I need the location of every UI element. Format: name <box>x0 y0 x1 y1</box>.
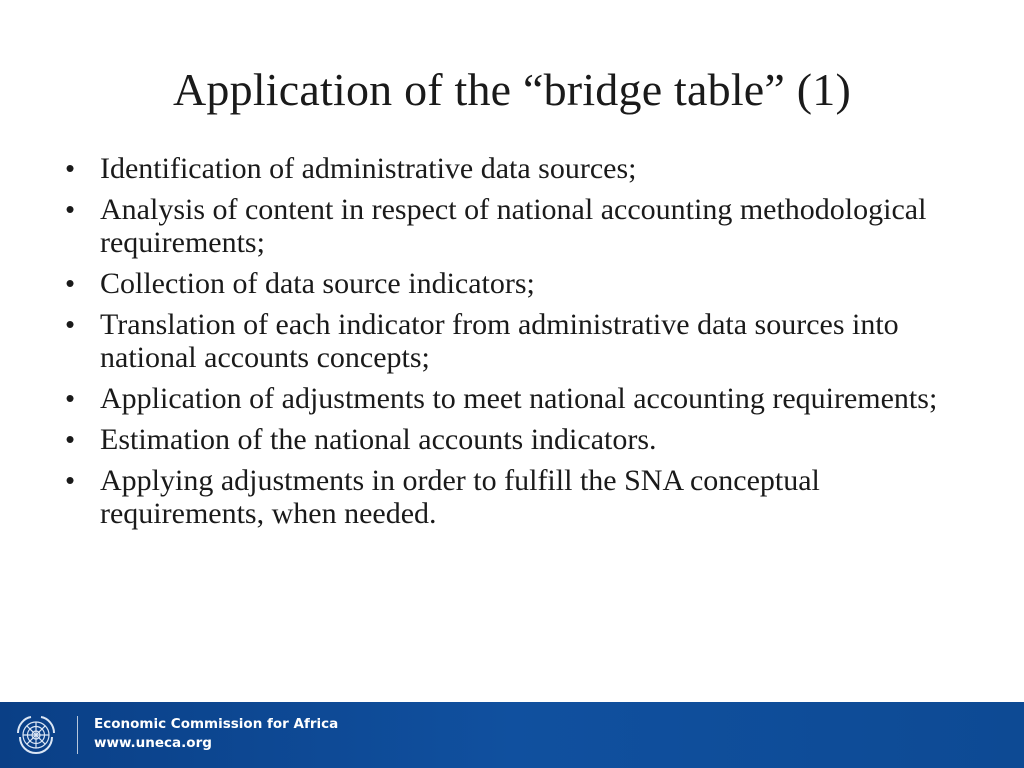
footer-divider <box>77 716 78 754</box>
un-emblem-icon <box>14 713 58 757</box>
slide-title: Application of the “bridge table” (1) <box>173 64 851 115</box>
list-item-text: Application of adjustments to meet national accounting requirements; <box>100 382 938 415</box>
bullet-icon: • <box>65 465 75 495</box>
list-item <box>60 464 960 530</box>
list-item <box>60 267 960 300</box>
list-item <box>60 193 960 259</box>
footer-bar <box>0 702 1024 768</box>
footer-text <box>94 715 338 753</box>
list-item <box>60 152 960 185</box>
list-item-text: Applying adjustments in order to fulfill the SNA conceptual requirements, when needed. <box>100 464 820 530</box>
website-link[interactable]: www.uneca.org <box>94 735 212 751</box>
bullet-icon: • <box>65 153 75 183</box>
list-item <box>60 382 960 415</box>
list-item-text: Collection of data source indicators; <box>100 267 535 300</box>
bullet-icon: • <box>65 383 75 413</box>
organization-name: Economic Commission for Africa <box>94 716 339 732</box>
list-item-text: Translation of each indicator from administrative data sources into national accounts concepts; <box>100 308 899 374</box>
list-item-text: Identification of administrative data sources; <box>100 152 637 185</box>
list-item-text: Analysis of content in respect of national accounting methodological requirements; <box>100 193 927 259</box>
bullet-icon: • <box>65 268 75 298</box>
bullet-list <box>60 152 960 538</box>
bullet-icon: • <box>65 309 75 339</box>
list-item <box>60 308 960 374</box>
list-item-text: Estimation of the national accounts indicators. <box>100 423 657 456</box>
list-item <box>60 423 960 456</box>
bullet-icon: • <box>65 424 75 454</box>
bullet-icon: • <box>65 194 75 224</box>
